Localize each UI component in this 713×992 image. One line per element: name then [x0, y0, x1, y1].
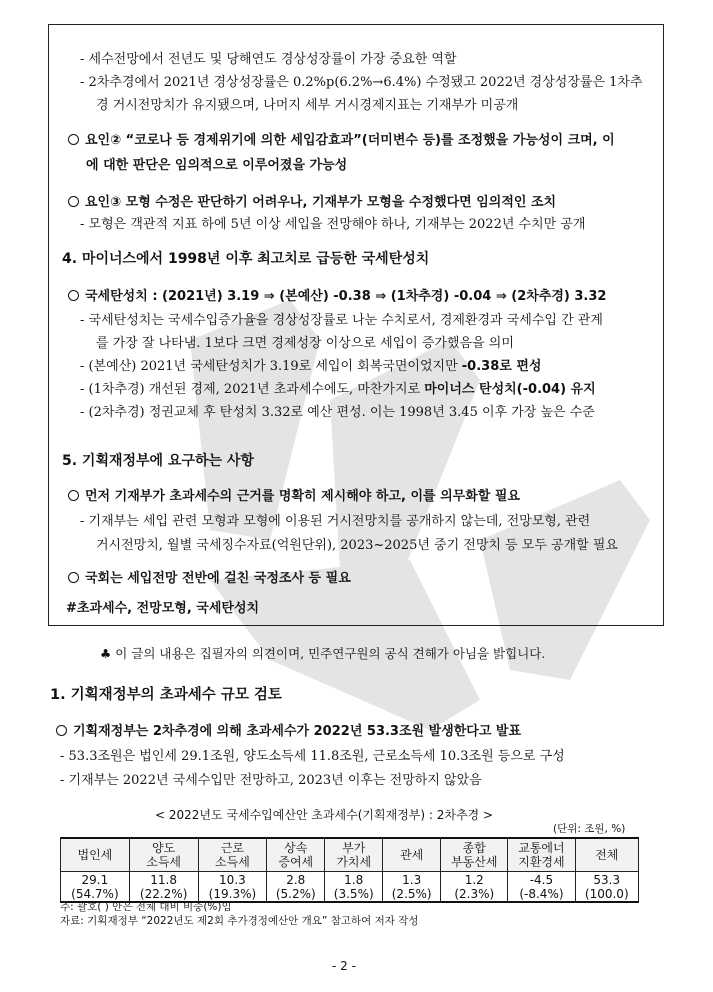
section1-head: [56, 723, 521, 741]
table-source: 자료: 기획재정부 “2022년도 제2회 추가경정예산안 개요” 참고하여 저자 작성: [60, 915, 419, 927]
factor2-line-a: [68, 132, 615, 150]
table-cell: 2.8 (5.2%): [267, 872, 325, 903]
table-row: [61, 872, 639, 903]
section4-line-4-bold: 마이너스 탄성치(-0.04) 유지: [424, 382, 596, 397]
factor3-line: [68, 194, 556, 212]
col-header: 교통에너 지환경세: [508, 838, 575, 872]
section4-line-3-text: - (본예산) 2021년 국세탄성치가 3.19로 세입이 회복국면이었지만: [80, 359, 462, 374]
col-header: 양도 소득세: [129, 838, 198, 872]
factor2-line-b: 에 대한 판단은 임의적으로 이루어졌을 가능성: [86, 158, 348, 173]
disclaimer: [100, 645, 545, 663]
factor3-text: 요인③ 모형 수정은 판단하기 어려우나, 기재부가 모형을 수정했다면 임의적인 조치: [85, 195, 557, 210]
table-cell: 29.1 (54.7%): [61, 872, 130, 903]
section5-head-text: 먼저 기재부가 초과세수의 근거를 명확히 제시해야 하고, 이를 의무화할 필요: [85, 489, 520, 504]
section1-head-text: 기획재정부는 2차추경에 의해 초과세수가 2022년 53.3조원 발생한다고 발표: [73, 724, 522, 739]
factor2-text-a: 요인② “코로나 등 경제위기에 의한 세입감효과”(더미변수 등)를 조정했을 가능성이 크며, 이: [85, 133, 615, 148]
section1-line-2: - 기재부는 2022년 국세수입만 전망하고, 2023년 이후는 전망하지 않았음: [60, 773, 482, 788]
section5-head-2: [68, 570, 351, 588]
col-header: 상속 증여세: [267, 838, 325, 872]
box-line-2: - 2차추경에서 2021년 경상성장률은 0.2%p(6.2%→6.4%) 수정됐고 2022년 경상성장률은 1차추: [80, 75, 643, 90]
section4-line-2: 를 가장 잘 나타냄. 1보다 크면 경제성장 이상으로 세입이 증가했음을 의미: [96, 336, 514, 351]
section4-line-1: - 국세탄성치는 국세수입증가율을 경상성장률로 나눈 수치로서, 경제환경과 국세수입 간 관계: [80, 313, 603, 328]
circle-bullet-icon: [68, 572, 79, 583]
section4-title: 4. 마이너스에서 1998년 이후 최고치로 급등한 국세탄성치: [62, 251, 430, 267]
col-header: 근로 소득세: [198, 838, 267, 872]
circle-bullet-icon: [68, 290, 79, 301]
table-header-row: [61, 838, 639, 872]
box-line-3: 경 거시전망치가 유지됐으며, 나머지 세부 거시경제지표는 기재부가 미공개: [96, 98, 519, 113]
col-header: 부가 가치세: [325, 838, 383, 872]
circle-bullet-icon: [68, 196, 79, 207]
circle-bullet-icon: [68, 490, 79, 501]
section5-head: [68, 488, 520, 506]
col-header: 전체: [575, 838, 638, 872]
section5-title: 5. 기획재정부에 요구하는 사항: [62, 453, 254, 469]
section4-line-4: [80, 381, 596, 399]
club-icon: ♣: [100, 646, 112, 661]
section4-line-5: - (2차추경) 정권교체 후 탄성치 3.32로 예산 편성. 이는 1998년 3.45 이후 가장 높은 수준: [80, 405, 595, 420]
col-header: 종합 부동산세: [441, 838, 508, 872]
section4-line-3-bold: -0.38로 편성: [461, 359, 542, 374]
page-number: - 2 -: [332, 959, 356, 973]
section1-line-1: - 53.3조원은 법인세 29.1조원, 양도소득세 11.8조원, 근로소득세 10.3조원 등으로 구성: [60, 749, 565, 764]
section4-head-text: 국세탄성치 : (2021년) 3.19 ⇒ (본예산) -0.38 ⇒ (1차추경) -0.04 ⇒ (2차추경) 3.32: [85, 289, 607, 304]
table-note: 주: 괄호( ) 안은 전체 대비 비중(%)임: [60, 901, 232, 913]
table-cell: 1.8 (3.5%): [325, 872, 383, 903]
factor3-sub: - 모형은 객관적 지표 하에 5년 이상 세입을 전망해야 하나, 기재부는 2022년 수치만 공개: [80, 217, 586, 232]
table-cell: 1.3 (2.5%): [383, 872, 441, 903]
excess-tax-table: [60, 837, 639, 903]
circle-bullet-icon: [68, 134, 79, 145]
table-cell: 53.3 (100.0): [575, 872, 638, 903]
table-cell: 1.2 (2.3%): [441, 872, 508, 903]
box-line-1: - 세수전망에서 전년도 및 당해연도 경상성장률이 가장 중요한 역할: [80, 52, 457, 67]
col-header: 법인세: [61, 838, 130, 872]
table-cell: 11.8 (22.2%): [129, 872, 198, 903]
section5-line-1: - 기재부는 세입 관련 모형과 모형에 이용된 거시전망치를 공개하지 않는데, 전망모형, 관련: [80, 514, 591, 529]
section4-line-3: [80, 358, 541, 376]
col-header: 관세: [383, 838, 441, 872]
section1-title: 1. 기획재정부의 초과세수 규모 검토: [50, 687, 282, 703]
table-cell: -4.5 (-8.4%): [508, 872, 575, 903]
section5-head-2-text: 국회는 세입전망 전반에 걸친 국정조사 등 필요: [85, 571, 351, 586]
table-unit: (단위: 조원, %): [553, 823, 626, 835]
table-cell: 10.3 (19.3%): [198, 872, 267, 903]
hashtags: #초과세수, 전망모형, 국세탄성치: [66, 601, 260, 616]
disclaimer-text: 이 글의 내용은 집필자의 의견이며, 민주연구원의 공식 견해가 아님을 밝힙니다.: [115, 646, 546, 661]
section4-head: [68, 288, 606, 306]
section5-line-2: 거시전망치, 월별 국세징수자료(억원단위), 2023~2025년 중기 전망치 등 모두 공개할 필요: [96, 538, 618, 553]
circle-bullet-icon: [56, 725, 67, 736]
table-caption: < 2022년도 국세수입예산안 초과세수(기획재정부) : 2차추경 >: [155, 808, 494, 822]
section4-line-4-text: - (1차추경) 개선된 경제, 2021년 초과세수에도, 마찬가지로: [80, 382, 425, 397]
